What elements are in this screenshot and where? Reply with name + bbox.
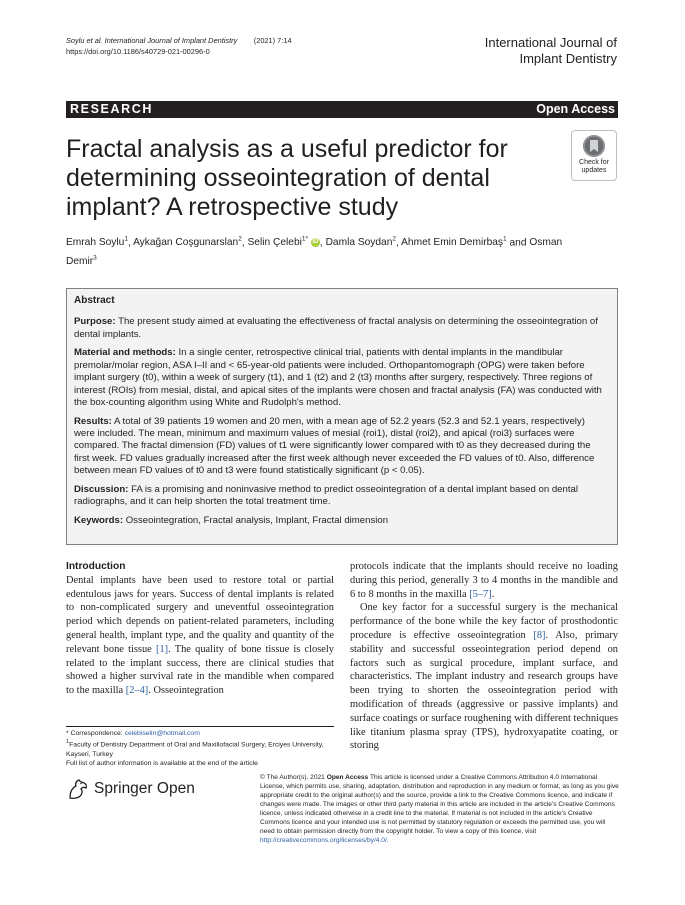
author[interactable]: Aykağan Coşgunarslan$^2$ <box>133 236 242 249</box>
article-title: Fractal analysis as a useful predictor for determining osseointegration of dental implant? A retrospective study <box>66 135 508 221</box>
email-link[interactable]: celebiselin@hotmail.com <box>124 730 200 737</box>
abstract-methods: Material and methods: In a single center, retrospective clinical trial, patients with dental implants in the mandibular premolar/molar region, ASA I–II and < 65-year-old patients were included. Orthopantomograph (OPG) were taken before implant surgery (t0), within a week of surgery (t1), and 1 (t2) and 2 (t3) months after surgery, respectively. Three regions of interest (ROIs) from mesial, distal, and apical sites of the implants were chosen and fractal analysis (FA) was conducted with the box-counting algorithm using White and Rudolph's method. <box>74 347 602 409</box>
journal-name <box>417 35 617 67</box>
abstract-discussion: Discussion: FA is a promising and noninvasive method to predict osseointegration of a dental implant based on dental radiographs, and it can help shorten the total treatment time. <box>74 483 578 508</box>
open-access-label: Open Access <box>536 102 615 116</box>
body-right-column <box>350 560 618 753</box>
journal-name-line2: Implant Dentistry <box>519 51 617 66</box>
publisher-name: Springer Open <box>94 780 195 797</box>
author[interactable]: Emrah Soylu$^1$ <box>66 236 128 249</box>
badge-line1: Check for <box>579 159 609 166</box>
author-list: Emrah Soylu$^1$, Aykağan Coşgunarslan$^2$, Selin Çelebi$^{1*}$ iD , Damla Soydan$^2$, Ahmet Emin Demirbaş$^1$ and Osman Demir$^3$ <box>66 236 563 267</box>
badge-line2: updates <box>581 167 607 174</box>
journal-name-line1: International Journal of <box>484 35 617 50</box>
bookmark-icon <box>583 135 605 157</box>
check-for-updates-badge[interactable] <box>571 130 617 181</box>
abstract-box <box>66 288 618 545</box>
doi-link[interactable]: https://doi.org/10.1186/s40729-021-00296-0 <box>66 47 210 56</box>
reference-link[interactable]: [1] <box>156 643 169 655</box>
author[interactable]: Ahmet Emin Demirbaş$^1$ <box>401 236 507 249</box>
author-info-note: Full list of author information is available at the end of the article <box>66 759 258 767</box>
abstract-heading: Abstract <box>74 295 115 306</box>
reference-link[interactable]: [5–7] <box>469 588 492 600</box>
intro-paragraph-1: Dental implants have been used to restore total or partial edentulous jaws for years. Success of dental implants is related to non-complicated surgery and uneventful osseointegration period which depends on patient-related parameters, including general health, implant type, and the quality and quantity of the relevant bone tissue [1]. The quality of bone tissue is closely related to the implant success, there are clinical studies that showed a higher survival rate in the mandible when compared to the maxilla [2–4]. Osseointegration <box>66 574 334 697</box>
abstract-purpose: Purpose: The present study aimed at evaluating the effectiveness of fractal analysis on determining the osseointegration of dental implants. <box>74 316 598 340</box>
abstract-keywords: Keywords: Osseointegration, Fractal analysis, Implant, Fractal dimension <box>74 514 389 526</box>
license-link[interactable]: http://creativecommons.org/licenses/by/4.0/ <box>260 837 387 844</box>
reference-link[interactable]: [8] <box>533 629 546 641</box>
footnotes <box>66 726 334 768</box>
badge-text <box>572 159 616 175</box>
citation-journal: Soylu et al. International Journal of Implant Dentistry <box>66 36 238 45</box>
author[interactable]: Osman Demir$^3$ <box>66 237 563 267</box>
abstract-content <box>74 295 608 533</box>
springer-open-logo <box>66 776 196 802</box>
orcid-icon[interactable]: iD <box>312 239 319 246</box>
author[interactable]: Selin Çelebi$^{1*}$ <box>247 236 309 249</box>
license-text: © The Author(s). 2021 Open Access This article is licensed under a Creative Commons Attribution 4.0 International License, which permits use, sharing, adaptation, distribution and reproduction in any medium or format, as long as you give appropriate credit to the original author(s) and the source, provide a link to the Creative Commons licence, and indicate if changes were made. The images or other third party material in this article are included in the article's Creative Commons licence, unless indicated otherwise in a credit line to the material. If material is not included in the article's Creative Commons licence and your intended use is not permitted by statutory regulation or exceeds the permitted use, you will need to obtain permission directly from the copyright holder. To view a copy of this licence, visit http://creativecommons.org/licenses/by/4.0/. <box>260 774 619 844</box>
citation-year: (2021) 7:14 <box>253 36 292 45</box>
section-label: RESEARCH <box>70 102 153 116</box>
introduction-heading: Introduction <box>66 561 126 572</box>
intro-paragraph-2: One key factor for a successful surgery is the mechanical performance of the bone while the key factor of prosthodontic procedure is effective osseointegration [8]. Also, primary stability and successful osseointegration period depend on factors such as surgical procedure, implant surface, and characteristics. The implant industry and research groups have been trying to shorten the osseointegration period with modification of threads (aggressive or passive implants) and surface coatings or surface roughening with different techniques like titanium plasma spray (TPS), hydroxyapatite coating, or storing <box>350 602 618 752</box>
springer-horse-icon <box>66 778 90 800</box>
body-left-column <box>66 560 334 698</box>
citation <box>66 35 292 57</box>
affiliation: $^1$Faculty of Dentistry Department of Oral and Maxillofacial Surgery, Erciyes University, Kayseri, Turkey <box>66 739 324 758</box>
abstract-results: Results: A total of 39 patients 19 women and 20 men, with a mean age of 52.2 years (52.3 and 52.1 years, respectively) were included. The mean, minimum and maximum values of mesial (roi1), distal (roi2), and apical (roi3) surfaces were compared. The fractal dimension (FD) values of t1 were significantly lower compared with t0 as they decreased during the first week. FD values gradually increased after the first week although never exceeded the FD values of t0. Also, difference between mean FD values of t0 and t3 were found statistically significant (p < 0.05). <box>74 415 595 477</box>
reference-link[interactable]: [2–4] <box>125 685 149 697</box>
intro-paragraph-1-cont: protocols indicate that the implants should receive no loading during this period, generally 3 to 4 months in the mandible and 6 to 8 months in the maxilla [5–7]. <box>350 561 618 600</box>
author[interactable]: Damla Soydan$^2$ <box>325 236 397 249</box>
correspondence: * Correspondence: celebiselin@hotmail.com <box>66 730 200 737</box>
